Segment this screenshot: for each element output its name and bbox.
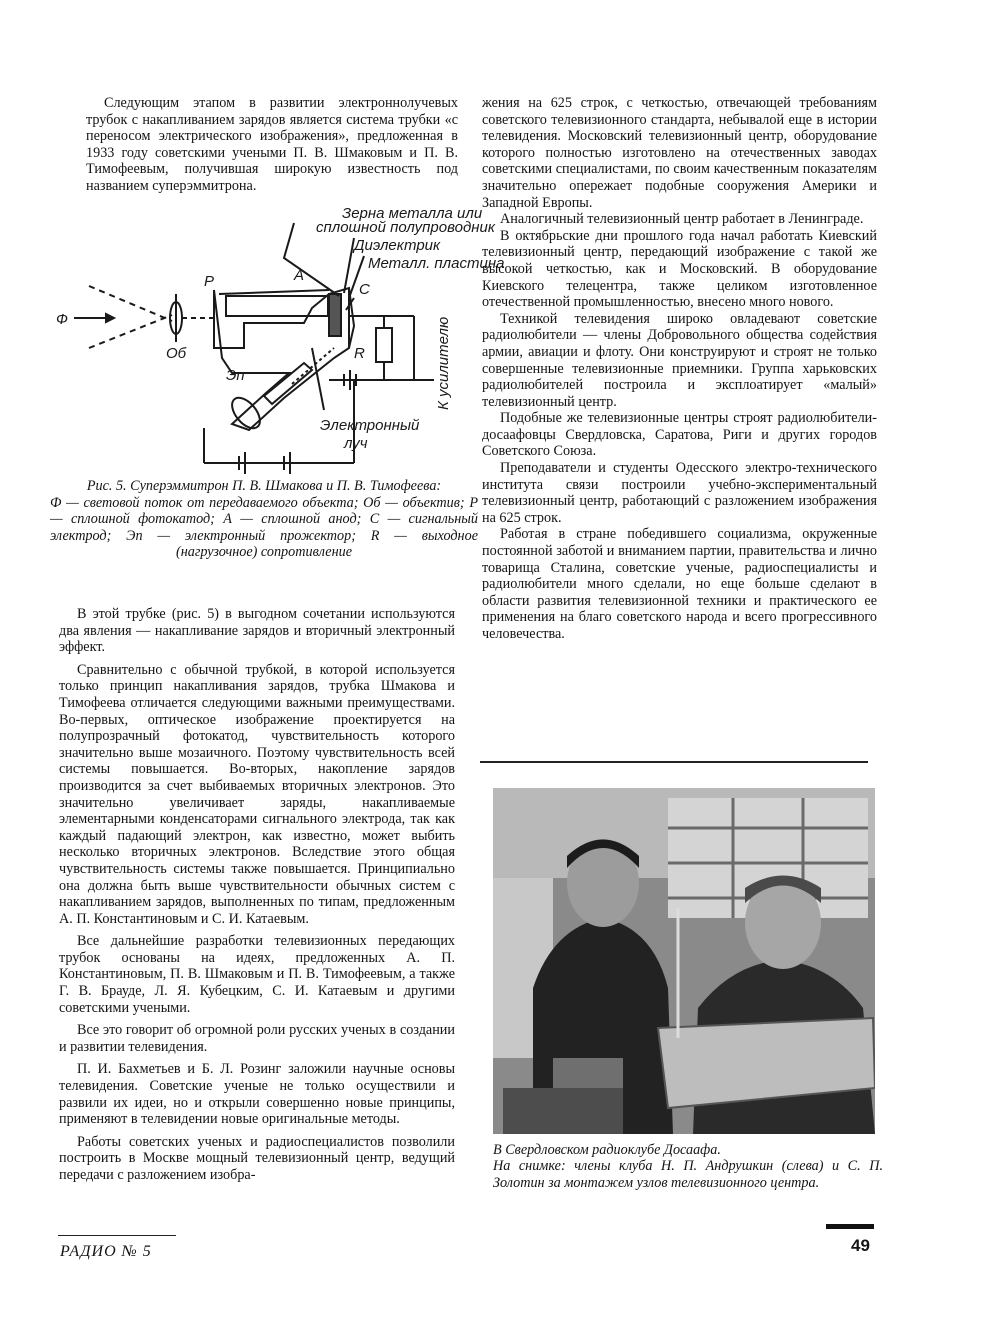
label-metal-plate: Металл. пластина — [368, 255, 504, 272]
footer-divider-right — [826, 1224, 874, 1229]
label-dielectric: Диэлектрик — [354, 237, 441, 254]
paragraph: Работы советских ученых и радиоспециалистов позволили построить в Москве мощный телевизионный центр, ведущий передачи с разложением изобра- — [59, 1133, 455, 1183]
paragraph: Подобные же телевизионные центры строят радиолюбители-досаафовцы Свердловска, Саратова, Риги и других городов Советского Союза. — [482, 410, 877, 460]
photo-caption — [493, 1142, 883, 1191]
label-phi: Ф — [56, 311, 68, 328]
paragraph: В этой трубке (рис. 5) в выгодном сочетании используются два явления — накапливание зарядов и вторичный электронный эффект. — [59, 606, 455, 656]
paragraph: Все это говорит об огромной роли русских ученых в создании и развитии телевидения. — [59, 1022, 455, 1055]
photo-caption-body: На снимке: члены клуба Н. П. Андрушкин (слева) и С. П. Золотин за монтажем узлов телевизионного центра. — [493, 1158, 883, 1191]
paragraph: Техникой телевидения широко овладевают советские радиолюбители — члены Добровольного общества содействия армии, авиации и флоту. Они конструируют и строят не только совершенные телевизионные приемники. Группа харьковских радиолюбителей построила и эксплоатирует «малый» телевизионный центр. — [482, 310, 877, 410]
paragraph: Преподаватели и студенты Одесского электро-технического института связи построили учебно-экспериментальный телевизионный центр, работающий с разложением изображения на 625 строк. — [482, 460, 877, 526]
paragraph: жения на 625 строк, с четкостью, отвечающей требованиям советского телевизионного стандарта, небывалой еще в истории телевидения. Московский телевизионный центр, оборудование которого полностью изготовлено на отечественных заводах советскими специалистами, по своим качественным показателям значительно опережает подобные сооружения Америки и Западной Европы. — [482, 95, 877, 211]
paragraph: Следующим этапом в развитии электроннолучевых трубок с накапливанием зарядов является система трубки «с переносом электрического изображения», предложенная в 1933 году советскими учеными П. В. Шмаковым и П. В. Тимофеевым, получившая широкую известность под названием суперэммитрона. — [86, 95, 458, 194]
figure-caption-title: Рис. 5. Суперэммитрон П. В. Шмакова и П. В. Тимофеева: — [86, 478, 442, 494]
figure-caption — [50, 478, 478, 561]
photo-caption-title: В Свердловском радиоклубе Досаафа. — [493, 1142, 721, 1158]
label-beam: Электронный — [320, 417, 420, 434]
label-beam-2: луч — [344, 435, 368, 452]
paragraph: Работая в стране победившего социализма, окруженные постоянной заботой и вниманием партии, правительства и лично товарища Сталина, советские ученые, радиоспециалисты и радиолюбители много сделали, но еще больше сделают в области развития телевизионной техники и практического ее применения на благо советского народа и всего прогрессивного человечества. — [482, 526, 877, 642]
label-p: Р — [204, 273, 215, 290]
photo-radio-club — [493, 788, 875, 1134]
label-ep: Эп — [226, 367, 245, 384]
label-r: R — [354, 345, 365, 362]
paragraph: Аналогичный телевизионный центр работает в Ленинграде. — [500, 211, 864, 228]
paragraph: Все дальнейшие разработки телевизионных передающих трубок основаны на идеях, предложенных А. П. Константиновым, П. В. Шмаковым и П. В. Тимофеевым, а также Г. В. Брауде, Л. Я. Кубецким, С. И. Катаевым и другими советскими учеными. — [59, 933, 455, 1016]
label-grains-2: сплошной полупроводник — [316, 219, 495, 236]
right-column — [482, 95, 877, 643]
left-column-bottom — [59, 606, 455, 1190]
paragraph: П. И. Бахметьев и Б. Л. Розинг заложили научные основы телевидения. Советские ученые не только осуществили и развили их идеи, но и открыли совершенно новые принципы, применяют в телевидении новые оригинальные методы. — [59, 1061, 455, 1128]
label-c: С — [359, 281, 370, 298]
label-a: А — [294, 267, 305, 284]
figure-caption-body: Ф — световой поток от передаваемого объекта; Об — объектив; Р — сплошной фотокатод; А — сплошной анод; С — сигнальный электрод; Эп — электронный прожектор; R — выходное (нагрузочное) сопротивление — [50, 494, 478, 561]
supermitron-diagram — [54, 198, 504, 478]
paragraph: Сравнительно с обычной трубкой, в которой используется только принцип накапливания зарядов, трубка Шмакова и Тимофеева отличается следующими важными преимуществами. Во-первых, оптическое изображение проектируется на полупрозрачный фотокатод, чувствительность которого значительно выше мозаичного. Поэтому чувствительность всей системы повышается. Во-вторых, накопление зарядов производится за счет выбиваемых вторичных электронов. Это значительно увеличивает заряды, накапливаемые элементарными конденсаторами сигнального электрода, так как каждый падающий электрон, как известно, может выбить несколько вторичных электронов. Вследствие этого общая чувствительность системы также повышается. Принципиально она должна быть выше чувствительности обычных систем с накапливанием зарядов, выполненных по типам, предложенным А. П. Константиновым и С. И. Катаевым. — [59, 661, 455, 927]
left-column-top — [86, 95, 458, 195]
label-ob: Об — [166, 345, 187, 362]
label-amplifier: К усилителю — [435, 316, 452, 410]
label-grains: Зерна металла или — [342, 205, 483, 222]
paragraph: В октябрьские дни прошлого года начал работать Киевский телевизионный центр, передающий изображение с такой же высокой четкостью, как и Московский. В оборудование Киевского телецентра, также целиком изготовленное отечественной промышленностью, внесено много нового. — [482, 227, 877, 311]
section-divider — [480, 761, 868, 763]
journal-issue: РАДИО № 5 — [60, 1243, 152, 1260]
footer-divider — [58, 1235, 176, 1236]
page-number: 49 — [851, 1236, 870, 1255]
